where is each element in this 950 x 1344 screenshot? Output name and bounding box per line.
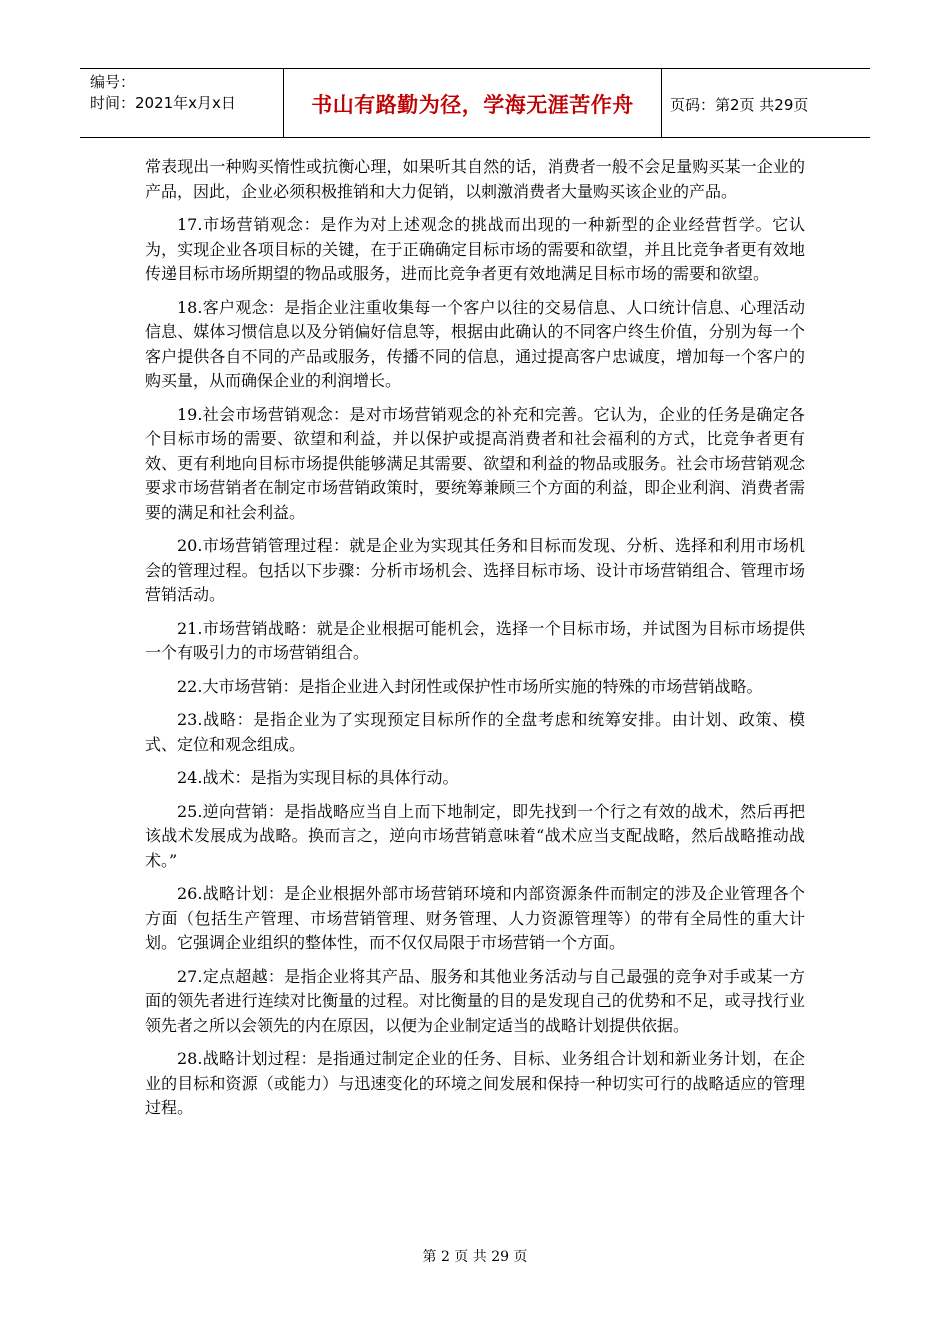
paragraph-28: 28.战略计划过程：是指通过制定企业的任务、目标、业务组合计划和新业务计划，在企业的目标和资源（或能力）与迅速变化的环境之间发展和保持一种切实可行的战略适应的管理过程。 (145, 1049, 805, 1117)
paragraph-22: 22.大市场营销：是指企业进入封闭性或保护性市场所实施的特殊的市场营销战略。 (177, 676, 763, 696)
paragraph-24: 24.战术：是指为实现目标的具体行动。 (177, 768, 459, 787)
page-header (80, 68, 870, 138)
document-body (145, 155, 805, 1130)
paragraph-20: 20.市场营销管理过程：就是企业为实现其任务和目标而发现、分析、选择和利用市场机会的管理过程。包括以下步骤：分析市场机会、选择目标市场、设计市场营销组合、管理市场营销活动。 (145, 536, 805, 604)
paragraph-17: 17.市场营销观念：是作为对上述观念的挑战而出现的一种新型的企业经营哲学。它认为，实现企业各项目标的关键，在于正确确定目标市场的需要和欲望，并且比竞争者更有效地传递目标市场所期望的物品或服务，进而比竞争者更有效地满足目标市场的需要和欲望。 (145, 215, 805, 283)
document-date: 时间：2021年x月x日 (90, 94, 236, 112)
document-number-label: 编号： (90, 73, 136, 91)
paragraph-19: 19.社会市场营销观念：是对市场营销观念的补充和完善。它认为，企业的任务是确定各个目标市场的需要、欲望和利益，并以保护或提高消费者和社会福利的方式，比竞争者更有效、更有利地向目标市场提供能够满足其需要、欲望和利益的物品或服务。社会市场营销观念要求市场营销者在制定市场营销政策时，要统筹兼顾三个方面的利益，即企业利润、消费者需要的满足和社会利益。 (145, 404, 805, 522)
page-footer: 第 2 页 共 29 页 (422, 1249, 528, 1265)
paragraph-18: 18.客户观念：是指企业注重收集每一个客户以往的交易信息、人口统计信息、心理活动信息、媒体习惯信息以及分销偏好信息等，根据由此确认的不同客户终生价值，分别为每一个客户提供各自不同的产品或服务，传播不同的信息，通过提高客户忠诚度，增加每一个客户的购买量，从而确保企业的利润增长。 (145, 297, 805, 390)
header-page-number: 页码：第2页 共29页 (670, 95, 809, 114)
paragraph-23: 23.战略：是指企业为了实现预定目标所作的全盘考虑和统筹安排。由计划、政策、模式、定位和观念组成。 (145, 710, 805, 754)
paragraph-21: 21.市场营销战略：就是企业根据可能机会，选择一个目标市场，并试图为目标市场提供一个有吸引力的市场营销组合。 (145, 618, 805, 662)
header-motto: 书山有路勤为径，学海无涯苦作舟 (283, 69, 662, 137)
paragraph-continuation: 常表现出一种购买惰性或抗衡心理，如果听其自然的话，消费者一般不会足量购买某一企业的产品，因此，企业必须积极推销和大力促销，以刺激消费者大量购买该企业的产品。 (145, 157, 805, 201)
header-meta (80, 69, 283, 137)
paragraph-27: 27.定点超越：是指企业将其产品、服务和其他业务活动与自己最强的竞争对手或某一方面的领先者进行连续对比衡量的过程。对比衡量的目的是发现自己的优势和不足，或寻找行业领先者之所以会领先的内在原因，以便为企业制定适当的战略计划提供依据。 (145, 966, 805, 1035)
paragraph-26: 26.战略计划：是企业根据外部市场营销环境和内部资源条件而制定的涉及企业管理各个方面（包括生产管理、市场营销管理、财务管理、人力资源管理等）的带有全局性的重大计划。它强调企业组织的整体性，而不仅仅局限于市场营销一个方面。 (145, 884, 805, 952)
paragraph-25: 25.逆向营销：是指战略应当自上而下地制定，即先找到一个行之有效的战术，然后再把该战术发展成为战略。换而言之，逆向市场营销意味着“战术应当支配战略，然后战略推动战术。” (145, 801, 805, 870)
